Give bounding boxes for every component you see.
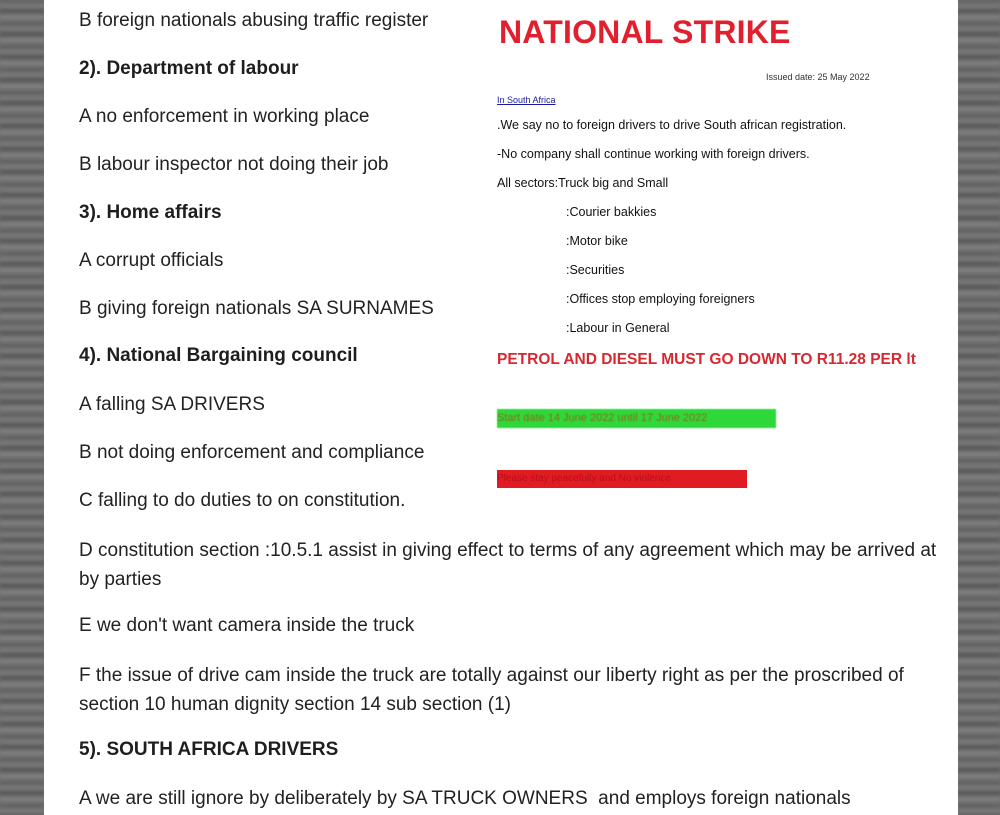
notice-sector-securities: :Securities xyxy=(566,263,625,277)
item-d-constitution-section: D constitution section :10.5.1 assist in giving effect to terms of any agreement which may be arrived at by parties xyxy=(79,540,937,590)
item-e-no-camera: E we don't want camera inside the truck xyxy=(79,615,415,636)
item-a-ignored-by-owners: A we are still ignore by deliberately by SA TRUCK OWNERS and employs foreign nationals xyxy=(79,788,851,809)
item-b-foreign-nationals: B foreign nationals abusing traffic register xyxy=(79,10,429,31)
item-b-not-doing-enforcement: B not doing enforcement and compliance xyxy=(79,442,425,463)
notice-line-no-company: -No company shall continue working with foreign drivers. xyxy=(497,147,810,161)
heading-bargaining-council: 4). National Bargaining council xyxy=(79,345,358,366)
document-page xyxy=(44,0,958,815)
item-a-no-enforcement: A no enforcement in working place xyxy=(79,106,370,127)
item-a-corrupt-officials: A corrupt officials xyxy=(79,250,224,271)
item-c-constitution-duties: C falling to do duties to on constitution. xyxy=(79,490,406,511)
item-b-labour-inspector: B labour inspector not doing their job xyxy=(79,154,389,175)
background-left-edge xyxy=(0,0,44,815)
notice-red-banner: Please stay peacefully and No violence xyxy=(497,470,747,488)
notice-sector-labour: :Labour in General xyxy=(566,321,670,335)
heading-home-affairs: 3). Home affairs xyxy=(79,202,222,223)
item-f-drive-cam: F the issue of drive cam inside the truck are totally against our liberty right as per the proscribed of section 10 human dignity section 14 sub section (1) xyxy=(79,665,904,715)
notice-line-all-sectors: All sectors:Truck big and Small xyxy=(497,176,669,190)
notice-start-date-banner: Start date 14 June 2022 until 17 June 2022 xyxy=(497,409,776,428)
notice-issued-date: Issued date: 25 May 2022 xyxy=(766,72,870,82)
notice-sector-motor-bike: :Motor bike xyxy=(566,234,628,248)
notice-in-south-africa: In South Africa xyxy=(497,95,556,105)
notice-line-foreign-drivers: .We say no to foreign drivers to drive South african registration. xyxy=(497,118,847,132)
notice-petrol-diesel: PETROL AND DIESEL MUST GO DOWN TO R11.28 PER lt xyxy=(497,351,916,368)
notice-title: NATIONAL STRIKE xyxy=(499,14,791,50)
notice-sector-courier: :Courier bakkies xyxy=(566,205,657,219)
heading-department-of-labour: 2). Department of labour xyxy=(79,58,299,79)
heading-south-africa-drivers: 5). SOUTH AFRICA DRIVERS xyxy=(79,739,339,760)
item-b-sa-surnames: B giving foreign nationals SA SURNAMES xyxy=(79,298,434,319)
item-a-failing-drivers: A falling SA DRIVERS xyxy=(79,394,265,415)
notice-sector-offices: :Offices stop employing foreigners xyxy=(566,292,755,306)
